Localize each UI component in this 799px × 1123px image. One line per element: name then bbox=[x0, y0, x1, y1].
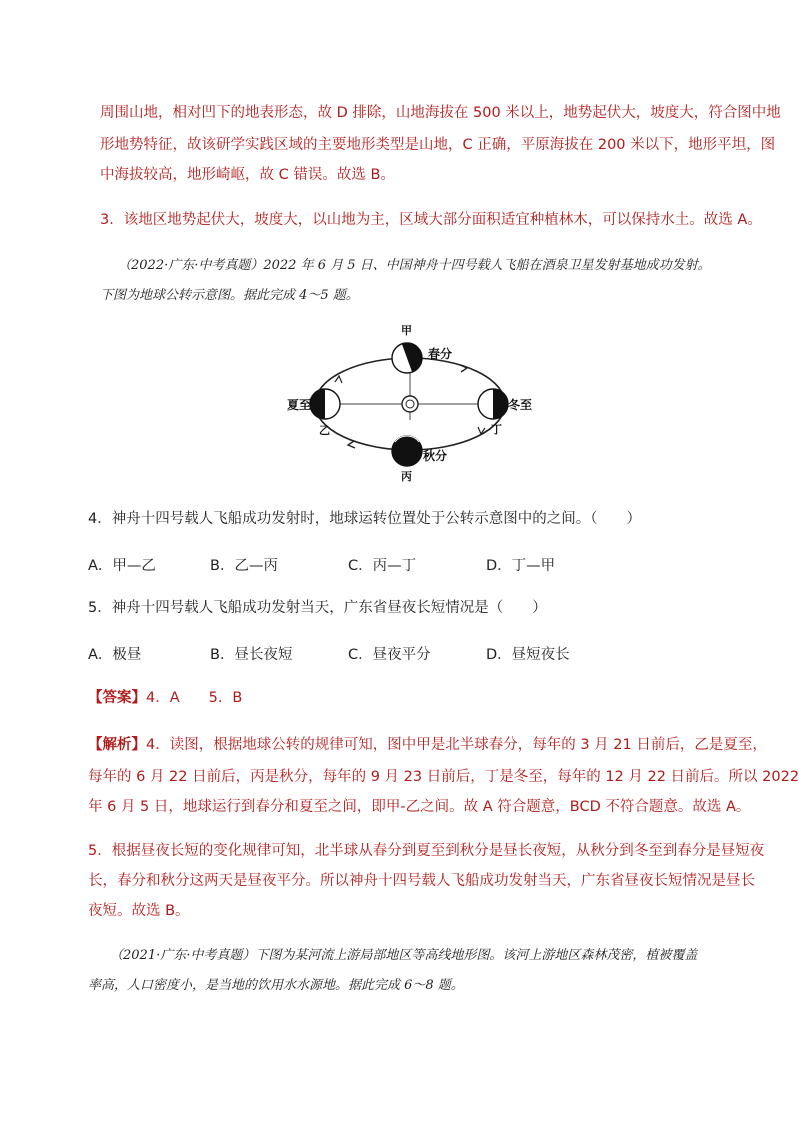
earth-revolution-diagram bbox=[287, 320, 533, 485]
analysis-tag: 【解析】 bbox=[88, 737, 146, 753]
question-5-option-d[interactable]: D．昼短夜长 bbox=[486, 647, 570, 663]
question-4-option-b[interactable]: B．乙—丙 bbox=[210, 558, 278, 574]
question-4-option-c[interactable]: C．丙—丁 bbox=[348, 558, 417, 574]
analysis-line-1 bbox=[88, 730, 767, 760]
label-yi: 乙 bbox=[319, 424, 330, 437]
label-xiazhi: 夏至 bbox=[287, 398, 312, 412]
explanation-line-1: 周围山地，相对凹下的地表形态，故 D 排除，山地海拔在 500 米以上，地势起伏大，坡度大，符合图中地 bbox=[100, 105, 781, 121]
item-3-explanation: 3．该地区地势起伏大，坡度大，以山地为主，区域大部分面积适宜种植林木，可以保持水土。故选 A。 bbox=[100, 212, 762, 228]
analysis-line-1-text: 4．读图，根据地球公转的规律可知，图中甲是北半球春分，每年的 3 月 21 日前后，乙是夏至， bbox=[146, 737, 767, 753]
question-4-option-d[interactable]: D．丁—甲 bbox=[486, 558, 556, 574]
explanation-line-2: 形地势特征，故该研学实践区域的主要地形类型是山地，C 正确，平原海拔在 200 米以下，地形平坦，图 bbox=[100, 137, 776, 153]
analysis5-line-2: 长，春分和秋分这两天是昼夜平分。所以神舟十四号载人飞船成功发射当天，广东省昼夜长短情况是昼长 bbox=[88, 873, 755, 889]
label-qiufen: 秋分 bbox=[423, 449, 448, 463]
earth-bing-icon bbox=[392, 436, 422, 466]
question-intro-2-line-2: 率高，人口密度小，是当地的饮用水水源地。据此完成 6～8 题。 bbox=[88, 978, 464, 993]
answer-text: 4．A 5．B bbox=[146, 690, 243, 706]
label-chunfen: 春分 bbox=[428, 347, 453, 361]
analysis-line-3: 年 6 月 5 日，地球运行到春分和夏至之间，即甲-乙之间。故 A 符合题意，BCD 不符合题意。故选 A。 bbox=[88, 799, 751, 815]
question-5-option-b[interactable]: B．昼长夜短 bbox=[210, 647, 293, 663]
question-4-stem: 4．神舟十四号载人飞船成功发射时，地球运转位置处于公转示意图中的之间。（ ） bbox=[88, 511, 641, 527]
label-ding: 丁 bbox=[491, 423, 502, 436]
label-dongzhi: 冬至 bbox=[508, 398, 533, 412]
label-jia: 甲 bbox=[401, 324, 412, 337]
explanation-line-3: 中海拔较高，地形崎岖，故 C 错误。故选 B。 bbox=[100, 167, 395, 183]
analysis5-line-1: 5．根据昼夜长短的变化规律可知，北半球从春分到夏至到秋分是昼长夜短，从秋分到冬至到春分是昼短夜 bbox=[88, 843, 765, 859]
orbit-arrow-left bbox=[335, 376, 342, 383]
analysis-line-2: 每年的 6 月 22 日前后，丙是秋分，每年的 9 月 23 日前后，丁是冬至，每年的 12 月 22 日前后。所以 2022 bbox=[88, 769, 799, 785]
answer-tag: 【答案】 bbox=[88, 690, 146, 706]
label-bing: 丙 bbox=[401, 470, 412, 483]
sun-icon bbox=[402, 396, 418, 412]
earth-yi-icon bbox=[310, 389, 340, 419]
question-4-option-a[interactable]: A．甲—乙 bbox=[88, 558, 156, 574]
question-5-stem: 5．神舟十四号载人飞船成功发射当天，广东省昼夜长短情况是（ ） bbox=[88, 600, 547, 616]
question-intro-2-line-1: （2021·广东·中考真题）下图为某河流上游局部地区等高线地形图。该河上游地区森林茂密，植被覆盖 bbox=[110, 948, 698, 963]
answer-line bbox=[88, 683, 242, 713]
earth-jia-icon bbox=[392, 339, 426, 373]
question-5-option-a[interactable]: A．极昼 bbox=[88, 647, 142, 663]
question-5-option-c[interactable]: C．昼夜平分 bbox=[348, 647, 431, 663]
earth-ding-icon bbox=[478, 389, 508, 419]
question-intro-1-line-1: （2022·广东·中考真题）2022 年 6 月 5 日、中国神舟十四号载人飞船在酒泉卫星发射基地成功发射。 bbox=[118, 258, 711, 273]
analysis5-line-3: 夜短。故选 B。 bbox=[88, 903, 190, 919]
question-intro-1-line-2: 下图为地球公转示意图。据此完成 4～5 题。 bbox=[100, 288, 359, 303]
